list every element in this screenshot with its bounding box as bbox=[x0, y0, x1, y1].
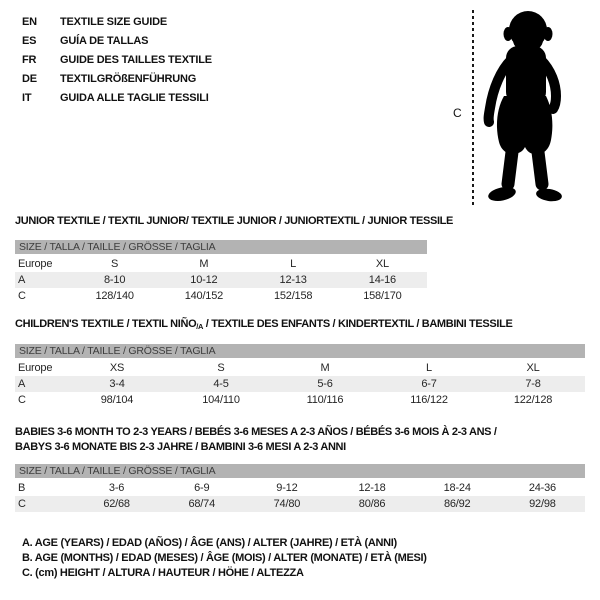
babies-section-title bbox=[15, 425, 585, 455]
row-label: C bbox=[18, 394, 26, 406]
language-code: DE bbox=[22, 73, 37, 85]
language-label: GUÍA DE TALLAS bbox=[60, 35, 149, 47]
size-cell: 68/74 bbox=[188, 498, 215, 510]
table-row bbox=[15, 272, 427, 288]
junior-size-table bbox=[15, 240, 427, 304]
children-title-text: CHILDREN'S TEXTILE / TEXTIL NIÑO bbox=[15, 318, 197, 330]
size-cell: 7-8 bbox=[525, 378, 541, 390]
junior-section-title: JUNIOR TEXTILE / TEXTIL JUNIOR/ TEXTILE JUNIOR / JUNIORTEXTIL / JUNIOR TESSILE bbox=[15, 215, 454, 227]
babies-section bbox=[15, 425, 585, 512]
size-cell: L bbox=[290, 258, 297, 270]
size-cell: 122/128 bbox=[513, 394, 553, 406]
language-row bbox=[22, 32, 212, 51]
language-label: TEXTILGRÖßENFÜHRUNG bbox=[60, 73, 197, 85]
size-cell: 104/110 bbox=[202, 394, 240, 406]
size-cell: 62/68 bbox=[103, 498, 130, 510]
size-cell: 80/86 bbox=[358, 498, 386, 510]
size-cell: 74/80 bbox=[273, 498, 301, 510]
babies-title-line2: BABYS 3-6 MONATE BIS 2-3 JAHRE / BAMBINI 3-6 MESI A 2-3 ANNI bbox=[15, 441, 346, 453]
row-label: B bbox=[18, 482, 26, 494]
language-code: IT bbox=[22, 92, 32, 104]
size-header-bar: SIZE / TALLA / TAILLE / GRÖSSE / TAGLIA bbox=[15, 344, 585, 359]
language-label: GUIDA ALLE TAGLIE TESSILI bbox=[60, 92, 209, 104]
language-label: TEXTILE SIZE GUIDE bbox=[60, 16, 168, 28]
language-list bbox=[22, 13, 212, 108]
size-cell: M bbox=[199, 258, 209, 270]
table-row bbox=[15, 255, 427, 272]
height-measure-label: C bbox=[453, 106, 462, 120]
children-section bbox=[15, 318, 585, 408]
language-code: EN bbox=[22, 16, 37, 28]
table-row bbox=[15, 376, 585, 392]
size-cell: 98/104 bbox=[100, 394, 134, 406]
size-cell: 6-9 bbox=[194, 482, 210, 494]
size-cell: 14-16 bbox=[368, 274, 396, 286]
size-cell: 152/158 bbox=[273, 290, 313, 302]
row-label: Europe bbox=[18, 258, 53, 270]
language-label: GUIDE DES TAILLES TEXTILE bbox=[60, 54, 212, 66]
language-code: FR bbox=[22, 54, 37, 66]
children-title-subscript: /A bbox=[196, 322, 204, 331]
legend-line-c: C. (cm) HEIGHT / ALTURA / HAUTEUR / HÖHE / ALTEZZA bbox=[22, 567, 304, 579]
legend-line-a: A. AGE (YEARS) / EDAD (AÑOS) / ÂGE (ANS) / ALTER (JAHRE) / ETÀ (ANNI) bbox=[22, 537, 397, 549]
size-cell: XS bbox=[109, 362, 125, 374]
table-row bbox=[15, 359, 585, 376]
size-cell: M bbox=[320, 362, 330, 374]
row-label: C bbox=[18, 498, 26, 510]
size-cell: 92/98 bbox=[529, 498, 556, 510]
row-label: A bbox=[18, 274, 26, 286]
babies-title-line1: BABIES 3-6 MONTH TO 2-3 YEARS / BEBÉS 3-6 MESES A 2-3 AÑOS / BÉBÉS 3-6 MOIS À 2-3 ANS / bbox=[15, 426, 497, 438]
size-cell: 110/116 bbox=[306, 394, 344, 406]
size-cell: XL bbox=[375, 258, 389, 270]
size-header-bar: SIZE / TALLA / TAILLE / GRÖSSE / TAGLIA bbox=[15, 240, 427, 255]
table-row bbox=[15, 496, 585, 512]
size-cell: 140/152 bbox=[184, 290, 224, 302]
size-cell: 116/122 bbox=[410, 394, 448, 406]
size-cell: 128/140 bbox=[95, 290, 134, 302]
size-cell: XL bbox=[526, 362, 540, 374]
height-measure-dashed-line bbox=[472, 10, 474, 206]
measure-legend bbox=[22, 536, 427, 581]
legend-line-b: B. AGE (MONTHS) / EDAD (MESES) / ÂGE (MOIS) / ALTER (MONATE) / ETÀ (MESI) bbox=[22, 552, 427, 564]
size-cell: 86/92 bbox=[443, 498, 471, 510]
row-label: A bbox=[18, 378, 26, 390]
size-cell: 158/170 bbox=[363, 290, 402, 302]
children-section-title bbox=[15, 318, 585, 331]
language-row bbox=[22, 89, 212, 108]
size-cell: 12-13 bbox=[279, 274, 307, 286]
junior-section bbox=[15, 215, 454, 304]
children-title-text: / TEXTILE DES ENFANTS / KINDERTEXTIL / BAMBINI TESSILE bbox=[203, 318, 513, 330]
size-cell: 24-36 bbox=[528, 482, 556, 494]
language-row bbox=[22, 13, 212, 32]
size-cell: L bbox=[426, 362, 432, 374]
language-row bbox=[22, 51, 212, 70]
language-code: ES bbox=[22, 35, 37, 47]
size-cell: 6-7 bbox=[421, 378, 437, 390]
babies-size-table bbox=[15, 464, 585, 512]
size-cell: 5-6 bbox=[317, 378, 333, 390]
size-cell: 3-6 bbox=[108, 482, 125, 494]
language-row bbox=[22, 70, 212, 89]
size-cell: 9-12 bbox=[276, 482, 298, 494]
size-header-bar: SIZE / TALLA / TAILLE / GRÖSSE / TAGLIA bbox=[15, 464, 585, 479]
size-cell: 4-5 bbox=[213, 378, 229, 390]
baby-silhouette-icon bbox=[479, 8, 569, 206]
size-cell: 8-10 bbox=[104, 274, 126, 286]
table-row bbox=[15, 392, 585, 408]
size-cell: S bbox=[111, 258, 119, 270]
size-cell: 3-4 bbox=[109, 378, 125, 390]
size-cell: 12-18 bbox=[358, 482, 386, 494]
row-label: C bbox=[18, 290, 26, 302]
size-cell: 10-12 bbox=[190, 274, 218, 286]
row-label: Europe bbox=[18, 362, 53, 374]
table-row bbox=[15, 479, 585, 496]
size-cell: S bbox=[217, 362, 225, 374]
children-size-table bbox=[15, 344, 585, 408]
table-row bbox=[15, 288, 427, 304]
size-cell: 18-24 bbox=[443, 482, 471, 494]
